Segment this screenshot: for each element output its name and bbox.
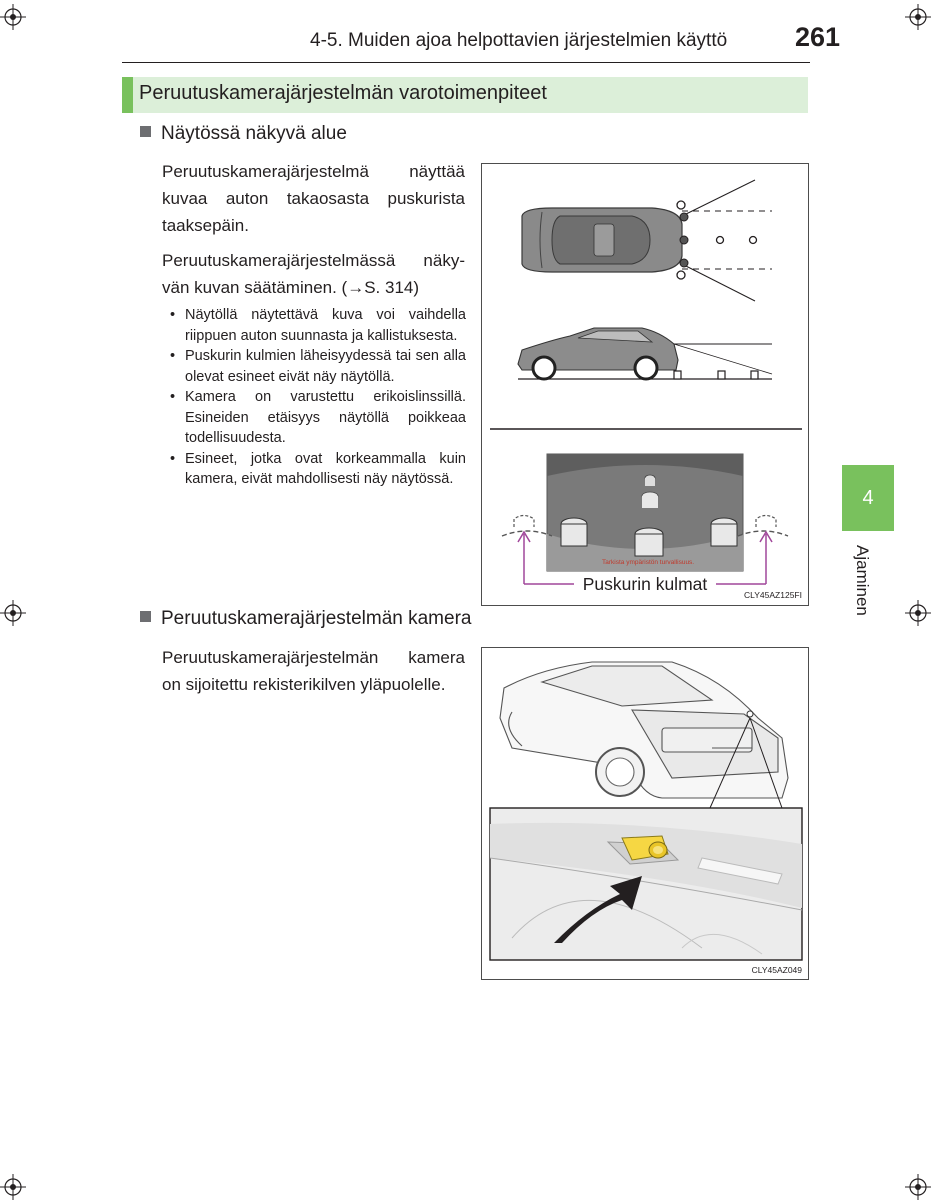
paragraph-adjust-reference [162,247,465,301]
figure-display-area [481,163,809,606]
page-number: 261 [794,22,840,52]
subheading-display-area [140,123,347,145]
subheading-text: Peruutuskamerajärjestelmän kamera [161,608,472,629]
figure-code: CLY45AZ049 [751,965,802,975]
caution-list [170,305,466,490]
chapter-tab: 4 [842,465,894,531]
registration-mark-mid-right [905,600,931,626]
screen-caution-text: Tarkista ympäristön turvallisuus. [602,559,695,566]
text-line: kuvaa auton takaosasta puskurista [162,189,465,208]
list-item: • Kamera on varustettu erikoislinssillä. Esineiden etäisyys näytöllä poikkeaa todellisuudesta. [170,387,466,449]
square-bullet-icon [140,126,151,137]
registration-mark-top-right [905,4,931,30]
text-line: vän kuvan säätäminen. (→S. 314) [162,278,420,297]
camera-location-diagram [482,648,808,979]
header-divider [122,62,810,63]
text-line: Peruutuskamerajärjestelmä näyttää [162,162,465,181]
car-top-view-illustration [522,208,682,272]
list-item: • Näytöllä näytettävä kuva voi vaihdella riippuen auton suunnasta ja kallistuksesta. [170,305,466,346]
figure-code: CLY45AZ125FI [744,590,802,600]
section-title: Peruutuskamerajärjestelmän varotoimenpiteet [139,82,547,104]
chapter-tab-label: Ajaminen [853,545,872,616]
square-bullet-icon [140,611,151,622]
text-line: Peruutuskamerajärjestelmän kamera [162,648,465,667]
section-accent-stripe [122,77,133,113]
registration-mark-bottom-left [0,1174,26,1200]
bumper-corners-label: Puskurin kulmat [582,574,708,594]
camera-screen-illustration [547,454,743,571]
camera-closeup-inset [490,808,802,960]
registration-mark-bottom-right [905,1174,931,1200]
list-item: • Puskurin kulmien läheisyydessä tai sen alla olevat esineet eivät näy näytöllä. [170,346,466,387]
subheading-text: Näytössä näkyvä alue [161,123,347,144]
text-line: on sijoitettu rekisterikilven yläpuolelle. [162,675,446,694]
chapter-title: 4-5. Muiden ajoa helpottavien järjestelmien käyttö [310,30,728,51]
text-line: taaksepäin. [162,216,249,235]
paragraph-display-description [162,158,465,239]
registration-mark-top-left [0,4,26,30]
figure-camera-location [481,647,809,980]
list-item: • Esineet, jotka ovat korkeammalla kuin kamera, eivät mahdollisesti näy näytössä. [170,449,466,490]
registration-mark-mid-left [0,600,26,626]
section-title-bar [122,77,808,113]
paragraph-camera-location [162,644,465,698]
text-line: Peruutuskamerajärjestelmässä näky- [162,251,465,270]
car-side-view-illustration [518,328,772,379]
subheading-camera [140,608,471,630]
display-area-diagram [482,164,808,605]
